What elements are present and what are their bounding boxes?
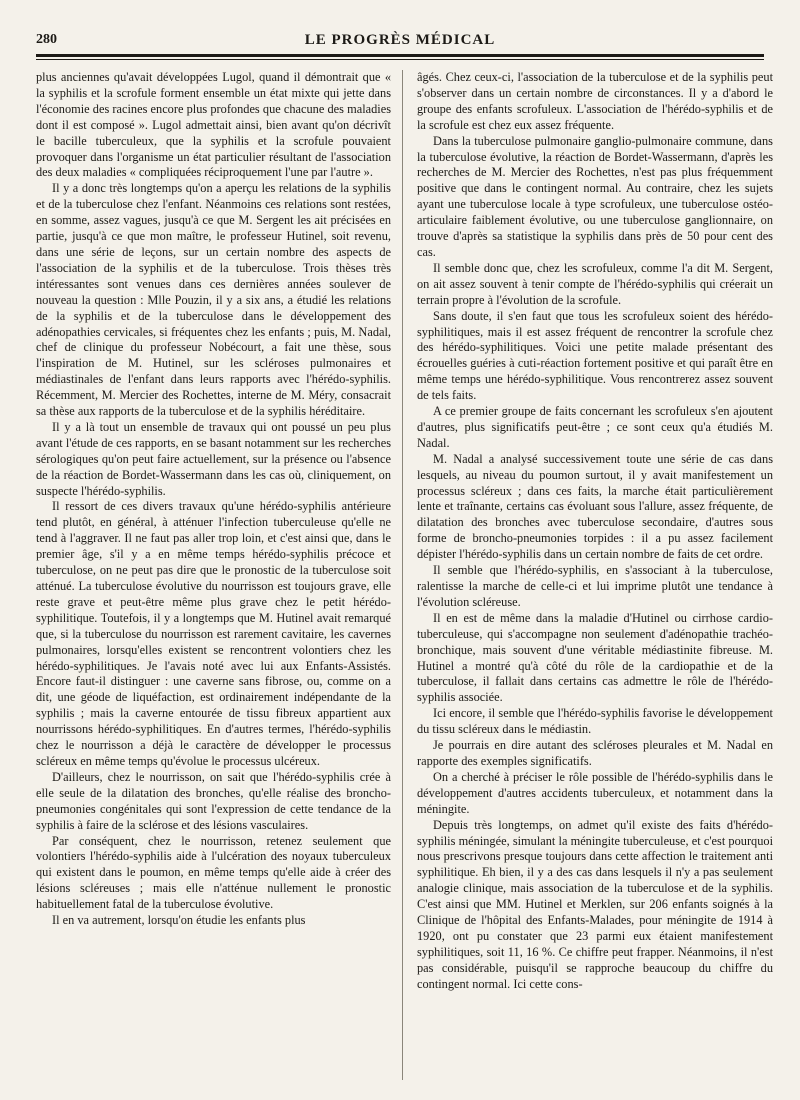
header-rule-thin xyxy=(36,59,764,60)
paragraph: M. Nadal a analysé successivement toute une série de cas dans lesquels, au niveau du poumon surtout, il y avait manifestement un processus scléreux ; dans ces faits, la marche était particulièrement lente et traînante, certains cas évoluant sous l'allure, assez fréquente, de dilatation des bronches avec tuberculose secondaire, d'autres sous forme de broncho-pneumonies torpides : il a pu assez facilement dépister l'hérédo-syphilis dans un certain nombre de faits de cet ordre. xyxy=(417,451,773,562)
paragraph: Il en est de même dans la maladie d'Hutinel ou cirrhose cardio-tuberculeuse, qui s'accompagne non seulement d'adénopathie trachéo-bronchique, mais souvent d'une véritable médiastinite fibreuse. M. Hutinel a montré qu'à côté du rôle de la cardiopathie et de la tuberculose, il fallait dans certains cas admettre le rôle de l'hérédo-syphilis associée. xyxy=(417,610,773,705)
paragraph: D'ailleurs, chez le nourrisson, on sait que l'hérédo-syphilis crée à elle seule de la dilatation des bronches, qu'elle réalise des broncho-pneumonies congénitales qui sont l'expression de cette tendance de la syphilis à faire de la sclérose et des lésions vasculaires. xyxy=(36,769,391,832)
header-rule-thick xyxy=(36,54,764,57)
column-divider xyxy=(402,70,403,1080)
left-column xyxy=(36,70,391,1085)
paragraph: Ici encore, il semble que l'hérédo-syphilis favorise le développement du tissu scléreux dans le médiastin. xyxy=(417,706,773,737)
paragraph: âgés. Chez ceux-ci, l'association de la tuberculose et de la syphilis peut s'observer dans un certain nombre de circonstances. Il y a d'abord le groupe des enfants scrofuleux. L'association de l'hérédo-syphilis et de la scrofule est chez eux assez fréquente. xyxy=(417,70,773,132)
paragraph: Sans doute, il s'en faut que tous les scrofuleux soient des hérédo-syphilitiques, mais il est assez fréquent de rencontrer la scrofule chez des hérédo-syphilitiques. Voici une petite malade présentant des écrouelles guéries à cuti-réaction fortement positive et qui paraît être en même temps une hérédo-syphilitique. Vous rencontrerez assez souvent de tels faits. xyxy=(417,308,773,403)
paragraph: Il ressort de ces divers travaux qu'une hérédo-syphilis antérieure tend plutôt, en général, à atténuer l'infection tuberculeuse qu'elle ne tend à l'aggraver. Il ne faut pas aller trop loin, et c'est ainsi que, dans le premier âge, s'il y a en même temps hérédo-syphilis précoce et tuberculose, on ne peut pas dire que le pronostic de la tuberculose soit atténué. La tuberculose évolutive du nourrisson est toujours grave, elle reste grave et peut-être même plus grave chez le petit hérédo-syphilitique. Toutefois, il y a longtemps que M. Hutinel avait remarqué que, si la tuberculose du nourrisson est rarement cavitaire, les cavernes pulmonaires, lorsqu'elles existent se rencontrent volontiers chez les hérédo-syphilitiques. Je l'avais noté avec lui aux Enfants-Assistés. Encore faut-il distinguer : une caverne sans fibrose, ou, comme on a dit, une géode de liquéfaction, est ordinairement indépendante de la syphilis ; mais la caverne entourée de tissu fibreux appartient aux nourrissons hérédo-syphilitiques. En d'autres termes, l'hérédo-syphilis chez le nourrisson a déjà le caractère de développer le processus scléreux en même temps qu'évolue le processus ulcéreux. xyxy=(36,499,391,768)
paragraph: A ce premier groupe de faits concernant les scrofuleux s'en ajoutent d'autres, plus significatifs peut-être ; ce sont ceux qu'a étudiés M. Nadal. xyxy=(417,404,773,450)
right-column xyxy=(417,70,773,1085)
paragraph: Dans la tuberculose pulmonaire ganglio-pulmonaire commune, dans la tuberculose évolutive, la réaction de Bordet-Wassermann, d'après les recherches de M. Mercier des Rochettes, n'est pas plus fréquemment positive que dans le contingent normal. Au contraire, chez les sujets ayant une tuberculose locale à type scrofuleux, une tuberculose ostéo-articulaire faiblement évolutive, ou une tuberculose ganglionnaire, on trouve d'après sa statistique la syphilis dans près de 50 pour cent des cas. xyxy=(417,133,773,259)
paragraph: Par conséquent, chez le nourrisson, retenez seulement que volontiers l'hérédo-syphilis aide à l'ulcération des noyaux tuberculeux qui existent dans le poumon, en même temps qu'elle aide à créer des lésions scléreuses ; mais elle n'atténue nullement le pronostic habituellement fatal de la tuberculose évolutive. xyxy=(36,833,391,912)
paragraph: Il en va autrement, lorsqu'on étudie les enfants plus xyxy=(52,913,306,928)
paragraph: Il semble donc que, chez les scrofuleux, comme l'a dit M. Sergent, on ait assez souvent à tenir compte de l'hérédo-syphilis qui créerait un terrain propre à l'évolution de la scrofule. xyxy=(417,260,773,307)
paragraph: On a cherché à préciser le rôle possible de l'hérédo-syphilis dans le développement d'autres accidents tuberculeux, et notamment dans la méningite. xyxy=(417,769,773,816)
page-number: 280 xyxy=(36,32,57,47)
paragraph: Il y a là tout un ensemble de travaux qui ont poussé un peu plus avant l'étude de ces rapports, en se basant notamment sur les recherches sérologiques qu'on peut faire actuellement, sur la présence ou l'absence de la réaction de Bordet-Wassermann dans les cas où, cliniquement, on suspecte l'hérédo-syphilis. xyxy=(36,419,391,498)
journal-title: LE PROGRÈS MÉDICAL xyxy=(304,32,496,48)
paragraph: Depuis très longtemps, on admet qu'il existe des faits d'hérédo-syphilis méningée, simulant la méningite tuberculeuse, et c'est pourquoi nous prescrivons presque toujours dans cette affection le traitement anti syphilitique. Eh bien, il y a des cas dans lesquels il n'y a pas seulement analogie clinique, mais association de la tuberculose et de la syphilis. C'est ainsi que MM. Hutinel et Merklen, sur 206 enfants soignés à la Clinique de l'hôpital des Enfants-Malades, pour méningite de 1914 à 1920, ont pu constater que 23 parmi eux étaient manifestement syphilitiques, soit 11, 16 %. Ce chiffre peut frapper. Néanmoins, il n'est pas considérable, puisqu'il se rapproche beaucoup du chiffre du contingent normal. Ici cette cons- xyxy=(417,817,773,991)
paragraph: Je pourrais en dire autant des scléroses pleurales et M. Nadal en rapporte des exemples significatifs. xyxy=(417,738,773,768)
paragraph: plus anciennes qu'avait développées Lugol, quand il démontrait que « la syphilis et la scrofule forment ensemble un état mixte qui jette dans l'économie des racines encore plus profondes que chacune des maladies dont il est composé ». Lugol admettait ainsi, bien avant qu'on décrivît le bacille tuberculeux, que la syphilis et la scrofule pouvaient provoquer dans l'organisme un état particulier résultant de l'association des deux maladies « compliquées réciproquement l'une par l'autre ». xyxy=(36,70,391,180)
paragraph: Il y a donc très longtemps qu'on a aperçu les relations de la syphilis et de la tuberculose chez l'enfant. Néanmoins ces relations sont restées, en somme, assez vagues, jusqu'à ce que M. Sergent les ait précisées en partie, jusqu'à ce que mon maître, le professeur Hutinel, soit revenu, dans une série de leçons, sur un certain nombre des aspects de l'association de la syphilis et de la tuberculose. Trois thèses très intéressantes sont venues dans ces dernières années soulever de nouveau la question : Mlle Pouzin, il y a six ans, a étudié les relations de la syphilis et de la tuberculose dans le développement des adénopathies cervicales, si fréquentes chez les enfants ; puis, M. Nadal, chef de clinique du professeur Nobécourt, a fait une thèse, sous l'inspiration de M. Hutinel, sur les scléroses pulmonaires et médiastinales de l'enfant dans leurs rapports avec l'hérédo-syphilis. Récemment, M. Mercier des Rochettes, interne de M. Méry, consacrait sa thèse aux rapports de la tuberculose et de la syphilis héréditaire. xyxy=(36,181,391,419)
paragraph: Il semble que l'hérédo-syphilis, en s'associant à la tuberculose, ralentisse la marche de celle-ci et lui imprime plutôt une tendance à l'évolution scléreuse. xyxy=(417,563,773,609)
